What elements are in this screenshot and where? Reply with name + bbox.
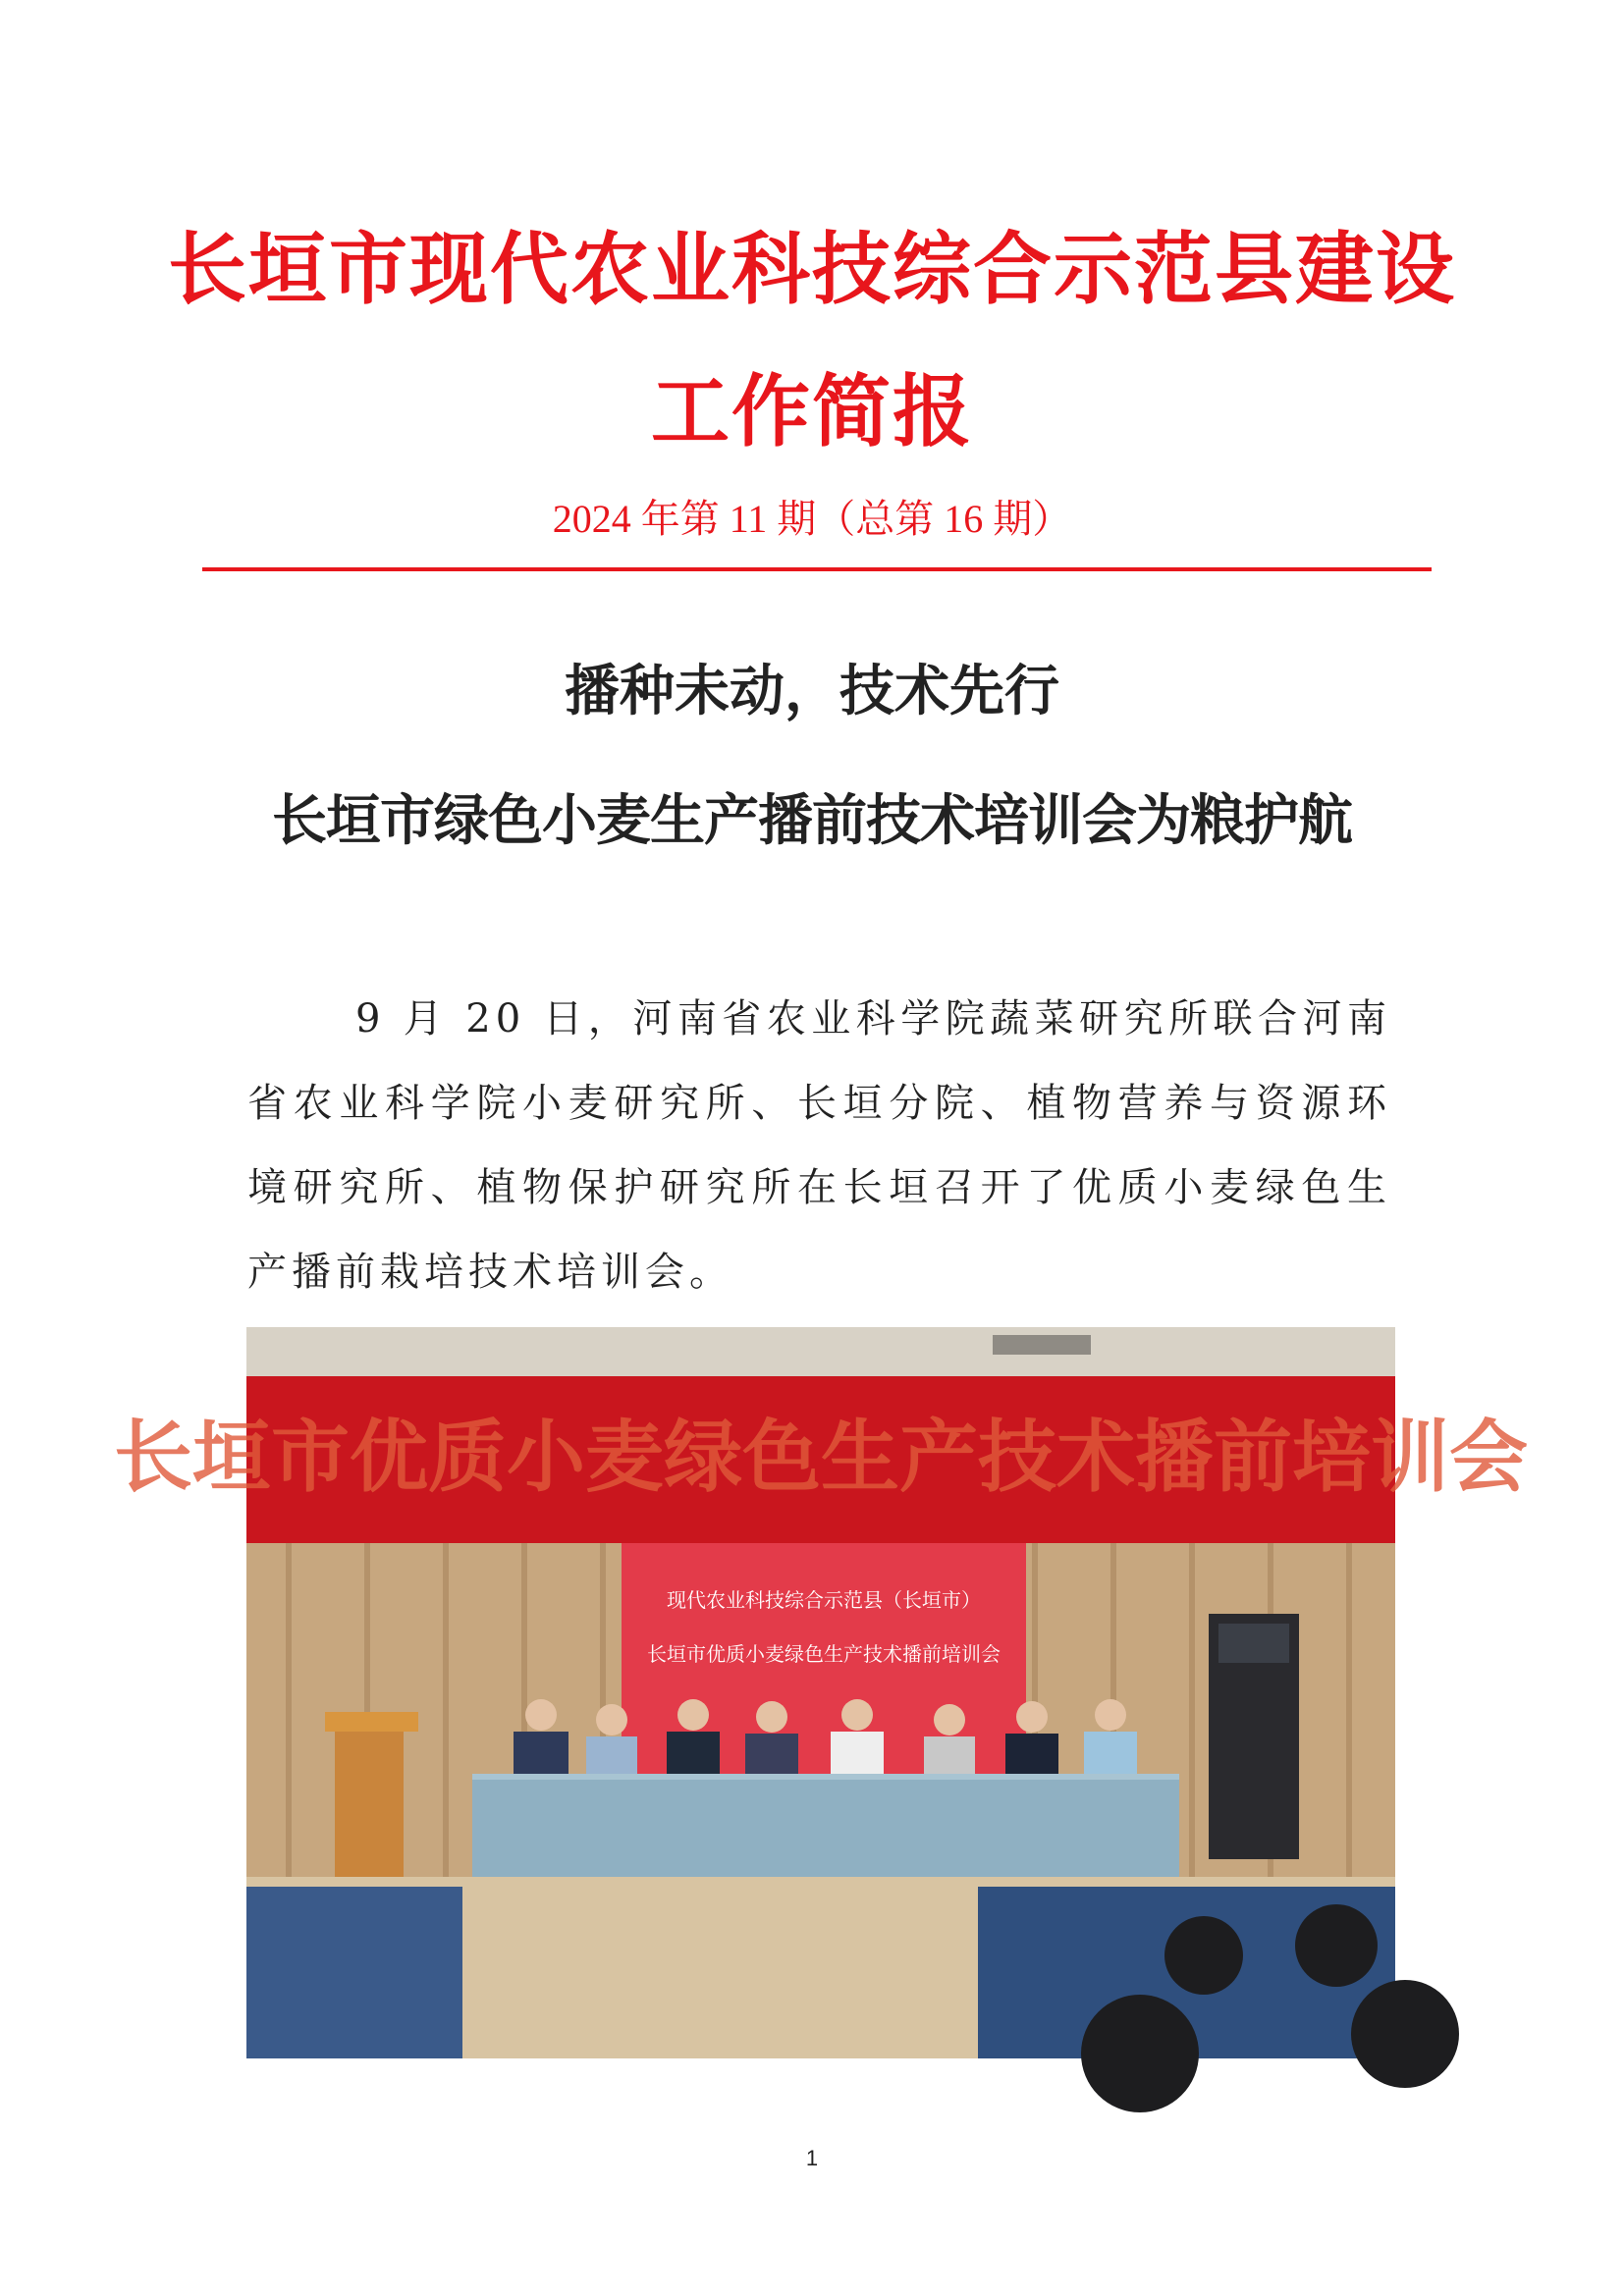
banner-text: 长垣市优质小麦绿色生产技术播前培训会 xyxy=(114,1412,1528,1503)
article-paragraph: 9 月 20 日，河南省农业科学院蔬菜研究所联合河南省农业科学院小麦研究所、长垣分院、植物营养与资源环境研究所、植物保护研究所在长垣召开了优质小麦绿色生产播前栽培技术培训会。 xyxy=(247,996,1391,1295)
article-subheadline: 长垣市绿色小麦生产播前技术培训会为粮护航 xyxy=(272,788,1352,853)
masthead-title-line1: 长垣市现代农业科技综合示范县建设 xyxy=(168,223,1456,315)
screen-line2: 长垣市优质小麦绿色生产技术播前培训会 xyxy=(647,1642,1001,1666)
issue-number: 2024 年第 11 期（总第 16 期） xyxy=(552,497,1072,541)
masthead-title-line2: 工作简报 xyxy=(651,365,973,457)
screen-line1: 现代农业科技综合示范县（长垣市） xyxy=(667,1588,981,1612)
page-number: 1 xyxy=(805,2146,819,2170)
article-headline: 播种未动，技术先行 xyxy=(565,659,1059,723)
red-divider xyxy=(202,567,1432,571)
meeting-photo xyxy=(114,1327,1528,2058)
